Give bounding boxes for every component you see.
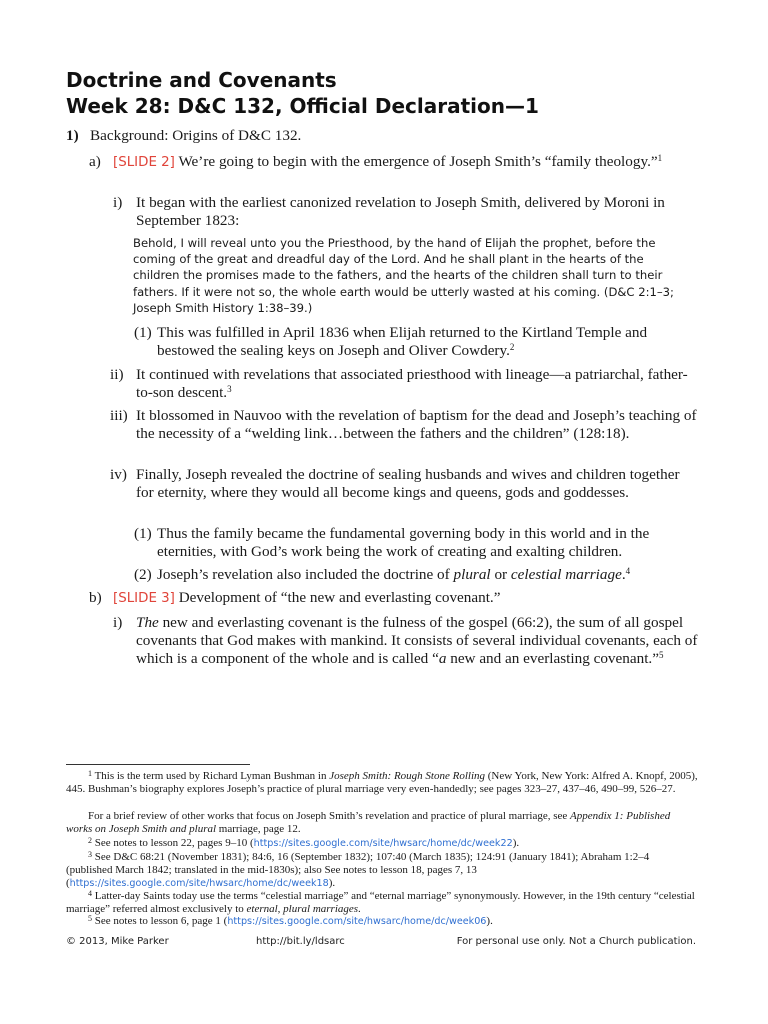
footer-url[interactable]: http://bit.ly/ldsarc bbox=[256, 936, 345, 947]
outline-marker-i-1: (1) bbox=[134, 324, 152, 341]
outline-item-iii: It blossomed in Nauvoo with the revelation of baptism for the dead and Joseph’s teaching of the necessity of a “welding link…between the fathers and the children” (128:18). bbox=[136, 407, 697, 442]
outline-marker-i: i) bbox=[113, 194, 123, 211]
footnote-5-link[interactable]: https://sites.google.com/site/hwsarc/home/dc/week06 bbox=[227, 916, 487, 927]
scripture-quote: Behold, I will reveal unto you the Priesthood, by the hand of Elijah the prophet, before the coming of the great and dreadful day of the Lord. And he shall plant in the hearts of the children the promises made to the fathers, and the hearts of the children shall turn to their fathers. If it were not so, the whole earth would be utterly wasted at his coming. (D&C 2:1–3; Joseph Smith History 1:38–39.) bbox=[133, 236, 674, 315]
outline-item-iv-2: Joseph’s revelation also included the doctrine of plural or celestial marriage.$^4$ bbox=[157, 566, 631, 583]
footer-notice: For personal use only. Not a Church publication. bbox=[456, 936, 696, 947]
footer-copyright: © 2013, Mike Parker bbox=[66, 936, 169, 947]
outline-item-1: Background: Origins of D&C 132. bbox=[90, 127, 302, 144]
footnote-2: $^2$ See notes to lesson 22, pages 9–10 (https://sites.google.com/site/hwsarc/home/dc/week22). bbox=[88, 836, 520, 849]
outline-marker-iii: iii) bbox=[110, 407, 128, 424]
footnote-5: $^5$ See notes to lesson 6, page 1 (https://sites.google.com/site/hwsarc/home/dc/week06). bbox=[88, 914, 493, 927]
outline-marker-a: a) bbox=[89, 153, 101, 170]
outline-marker-iv: iv) bbox=[110, 466, 127, 483]
slide-2-tag: [SLIDE 2] bbox=[113, 155, 175, 170]
outline-item-iv-1: Thus the family became the fundamental governing body in this world and in the eternities, with God’s work being the work of creating and exalting children. bbox=[157, 525, 650, 560]
footnote-2-link[interactable]: https://sites.google.com/site/hwsarc/home/dc/week22 bbox=[253, 838, 513, 849]
outline-item-a: [SLIDE 2] We’re going to begin with the emergence of Joseph Smith’s “family theology.”$^1$ bbox=[113, 153, 663, 170]
footnote-ref-3[interactable]: 3 bbox=[227, 384, 232, 394]
footnote-1: $^1$ This is the term used by Richard Lyman Bushman in Joseph Smith: Rough Stone Rolling (New York, New York: Alfred A. Knopf, 2005), 445. Bushman’s biography explores Joseph’s practice of plural marriage very even-handedly; see pages 323–27, 437–46, 490–99, 526–27. bbox=[66, 769, 698, 795]
footnote-4: $^4$ Latter-day Saints today use the terms “celestial marriage” and “eternal marriage” synonymously. However, in the 19th century “celestial marriage” referred almost exclusively to eternal, plural marriages. bbox=[66, 889, 695, 915]
outline-item-i-1: This was fulfilled in April 1836 when Elijah returned to the Kirtland Temple and bestowed the sealing keys on Joseph and Oliver Cowdery.$^2$ bbox=[157, 324, 648, 359]
footnote-ref-5[interactable]: 5 bbox=[658, 650, 664, 660]
document-title: Doctrine and Covenants bbox=[66, 68, 337, 92]
document-subtitle: Week 28: D&C 132, Official Declaration—1 bbox=[66, 94, 539, 118]
footnote-divider bbox=[66, 764, 250, 765]
footnote-1-continued: For a brief review of other works that focus on Joseph Smith’s revelation and practice of plural marriage, see Appendix 1: Published works on Joseph Smith and plural marriage, page 12. bbox=[66, 810, 671, 835]
outline-marker-b-i: i) bbox=[113, 614, 123, 631]
footnote-ref-4[interactable]: 4 bbox=[625, 566, 631, 576]
footnote-ref-2[interactable]: 2 bbox=[509, 342, 515, 352]
outline-marker-b: b) bbox=[89, 589, 102, 606]
slide-3-tag: [SLIDE 3] bbox=[113, 591, 175, 606]
outline-item-ii: It continued with revelations that associated priesthood with lineage—a patriarchal, father-to-son descent.$^3$ bbox=[136, 366, 688, 401]
footnote-3: $^3$ See D&C 68:21 (November 1831); 84:6, 16 (September 1832); 107:40 (March 1835); 124:91 (January 1841); Abraham 1:2–4 (published March 1842; translated in the mid-1830s); also See notes to lesson 18, pages 7, 13 (https://sites.google.com/site/hwsarc/home/dc/week18). bbox=[66, 850, 650, 889]
outline-marker-1: 1) bbox=[66, 127, 79, 144]
footnote-ref-1[interactable]: 1 bbox=[657, 153, 663, 163]
outline-item-b-i: The new and everlasting covenant is the fulness of the gospel (66:2), the sum of all gospel covenants that God makes with mankind. It consists of several individual covenants, each of which is a component of the whole and is called “a new and an everlasting covenant.”$^5$ bbox=[136, 614, 698, 667]
outline-marker-ii: ii) bbox=[110, 366, 124, 383]
outline-marker-iv-2: (2) bbox=[134, 566, 152, 583]
footnote-3-link[interactable]: https://sites.google.com/site/hwsarc/home/dc/week18 bbox=[69, 878, 329, 889]
outline-item-i: It began with the earliest canonized revelation to Joseph Smith, delivered by Moroni in September 1823: bbox=[136, 194, 665, 229]
outline-item-b: [SLIDE 3] Development of “the new and everlasting covenant.” bbox=[113, 589, 501, 606]
outline-marker-iv-1: (1) bbox=[134, 525, 152, 542]
outline-item-iv: Finally, Joseph revealed the doctrine of sealing husbands and wives and children together for eternity, where they would all become kings and queens, gods and goddesses. bbox=[136, 466, 680, 501]
